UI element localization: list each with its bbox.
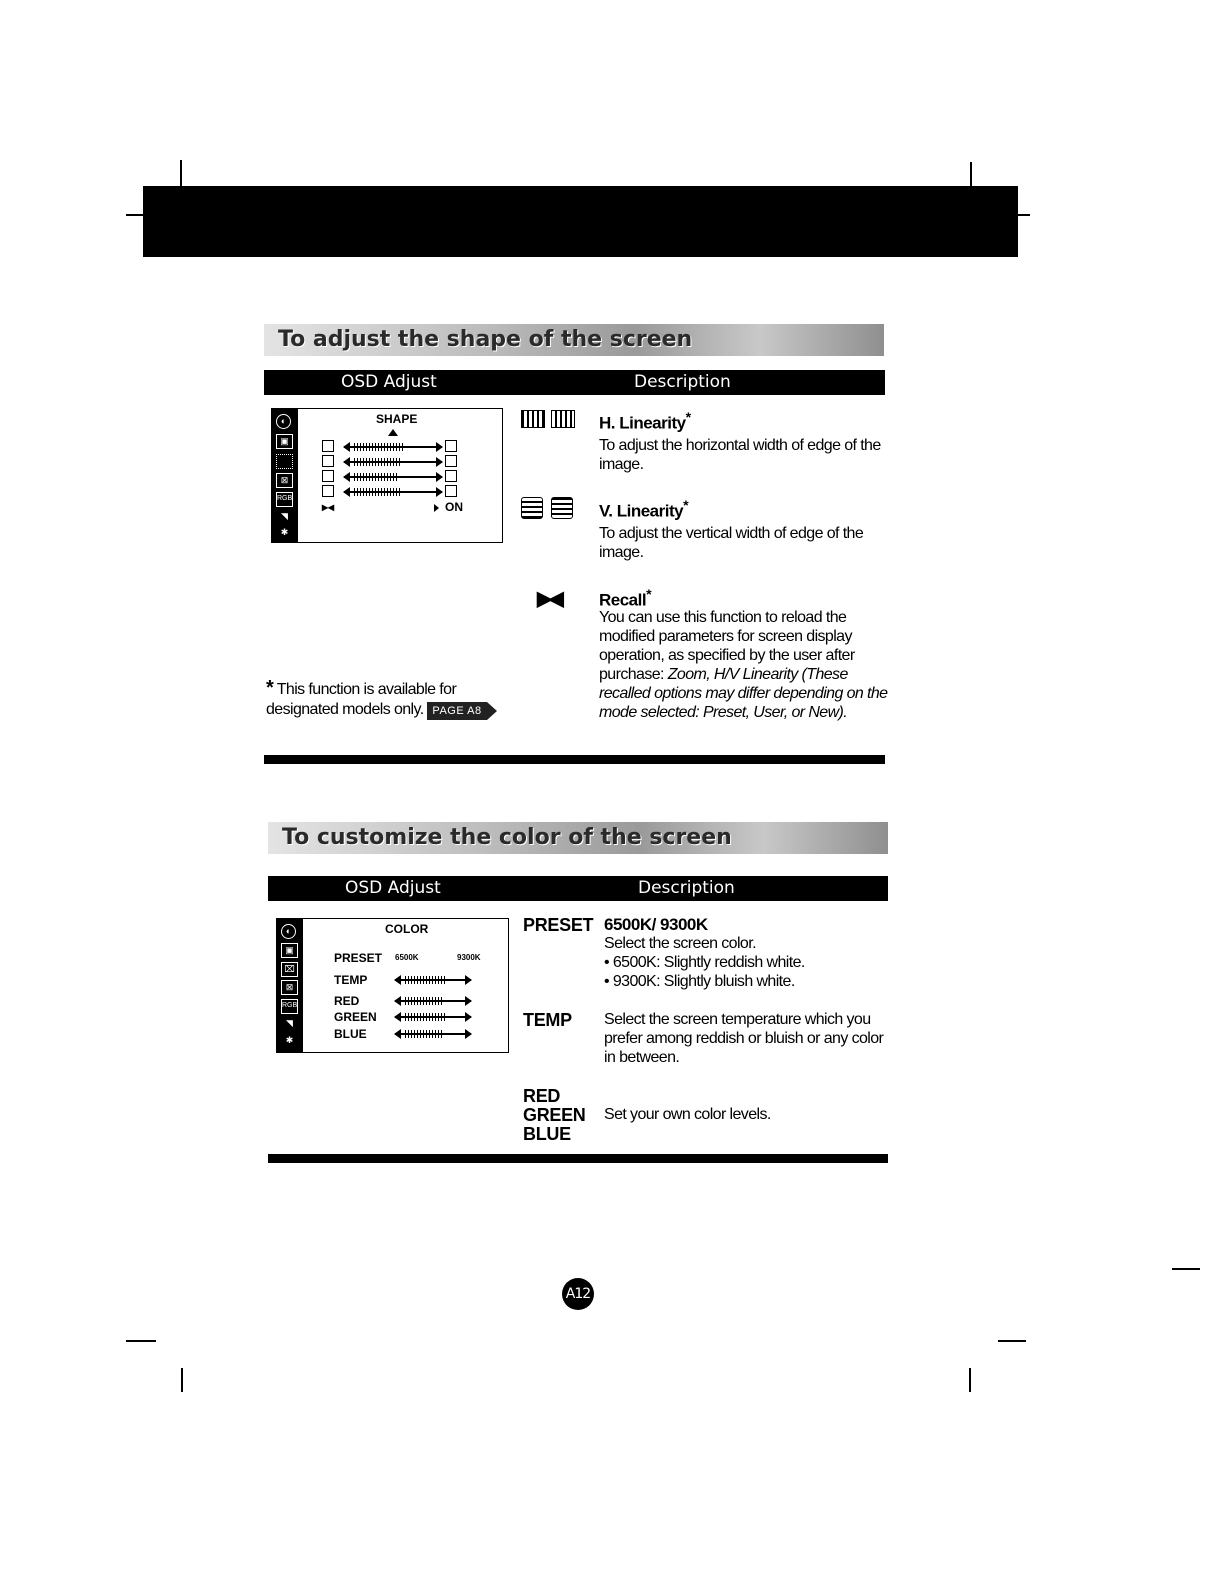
recall-icon: ▸◂ [322,500,335,514]
asterisk: * [683,498,689,514]
pincushion-right-icon [445,470,457,482]
h-linearity-title: H. Linearity [599,413,686,433]
trapezoid-slider [344,491,442,493]
section-title-shape: To adjust the shape of the screen [264,324,884,356]
h-linearity-left-icon [322,440,334,452]
osd-preset-6500k: 6500K [395,953,419,962]
zoom-icon: ⌧ [281,962,298,977]
v-linearity-left-icon [322,455,334,467]
h-linearity-heading [599,410,691,434]
shape-icon: ⊠ [281,980,298,995]
table-header [268,876,888,901]
preset-heading: 6500K/ 9300K [604,915,708,934]
header-osd-adjust: OSD Adjust [345,878,441,898]
up-arrow-icon [388,429,398,436]
header-description: Description [634,372,731,392]
footnote-asterisk: * [266,677,274,699]
v-linearity-icon [521,497,543,519]
h-linearity-right-icon [445,440,457,452]
position-icon: ▣ [281,943,298,958]
osd-blue-label: BLUE [334,1027,367,1041]
osd-green-label: GREEN [334,1010,377,1024]
green-slider [395,1016,471,1018]
crop-mark [969,1368,971,1392]
osd-preset-9300k: 9300K [457,953,481,962]
crop-mark [970,162,972,188]
temp-text: Select the screen temperature which you prefer among reddish or bluish or any color in between. [604,1011,884,1066]
red-slider [395,1000,471,1002]
pincushion-slider [344,476,442,478]
crop-mark [998,1340,1026,1342]
recall-text [599,608,891,722]
v-linearity-title: V. Linearity [599,501,684,521]
recall-text-plain: You can use this function to reload the modified parameters for screen display operation, as specified by the user after purchase: [599,609,855,683]
page-ref-arrow-icon [487,702,497,720]
osd-icon-column [272,409,298,542]
temp-slider [395,979,471,981]
header-osd-adjust: OSD Adjust [341,372,437,392]
crop-mark [126,214,144,216]
temp-label: TEMP [523,1010,572,1030]
h-linearity-text: To adjust the horizontal width of edge of the image. [599,437,881,473]
red-label: RED [523,1086,561,1106]
h-linearity-icon [521,410,545,428]
crop-mark [180,160,182,186]
brightness-icon: ◐ [281,924,296,939]
v-linearity-text: To adjust the vertical width of edge of the image. [599,525,864,561]
osd-icon-column [277,919,303,1052]
preset-line-1: Select the screen color. [604,935,756,952]
special-icon: ✱ [280,527,289,537]
osd-preset-label: PRESET [334,951,383,965]
preset-label: PRESET [523,915,594,935]
osd-title: SHAPE [376,412,418,426]
osd-temp-label: TEMP [334,973,368,987]
zoom-icon [276,454,293,469]
page-ref-badge[interactable] [427,702,497,720]
tracking-icon: ◥ [281,511,288,521]
green-label: GREEN [523,1105,586,1125]
trapezoid-right-icon [445,485,457,497]
trapezoid-left-icon [322,485,334,497]
position-icon: ▣ [276,434,293,449]
asterisk: * [646,587,652,603]
crop-mark [181,1368,183,1392]
section-divider [268,1154,888,1163]
v-linearity-icon-2 [551,497,573,519]
page-number: A12 [562,1278,594,1310]
crop-mark [1172,1268,1200,1270]
rgb-icon: RGB [281,999,298,1014]
preset-line-2: • 6500K: Slightly reddish white. [604,954,805,971]
recall-value: ON [445,500,463,514]
recall-icon: ▶◀ [537,588,560,610]
v-linearity-heading [599,498,688,522]
footnote-text: This function is available for designated models only. [266,681,457,718]
recall-arrow-icon [434,504,439,512]
osd-shape-menu [271,408,503,543]
preset-line-3: • 9300K: Slightly bluish white. [604,973,795,990]
asterisk: * [685,410,691,426]
blue-slider [395,1033,471,1035]
header-black-bar [143,186,1018,257]
special-icon: ✱ [285,1035,294,1045]
h-linearity-icon-2 [551,410,575,428]
recall-text-italic: Zoom, H/V Linearity (These recalled options may differ depending on the mode selected: Preset, User, or New). [599,666,888,721]
table-header [264,370,885,395]
osd-red-label: RED [334,994,360,1008]
section-title-color: To customize the color of the screen [268,822,888,854]
h-linearity-slider [344,446,442,448]
brightness-icon: ◐ [276,414,291,429]
rgb-text: Set your own color levels. [604,1106,771,1123]
header-description: Description [638,878,735,898]
shape-icon: ⊠ [276,473,293,488]
v-linearity-slider [344,461,442,463]
section-divider [264,755,885,764]
crop-mark [1018,214,1030,216]
v-linearity-right-icon [445,455,457,467]
crop-mark [126,1340,156,1342]
page-ref-label: PAGE A8 [427,702,487,720]
tracking-icon: ◥ [286,1018,293,1028]
pincushion-left-icon [322,470,334,482]
osd-color-menu [276,918,509,1053]
osd-title: COLOR [385,922,429,936]
rgb-icon: RGB [276,492,293,507]
recall-title: Recall [599,590,647,610]
blue-label: BLUE [523,1124,571,1144]
